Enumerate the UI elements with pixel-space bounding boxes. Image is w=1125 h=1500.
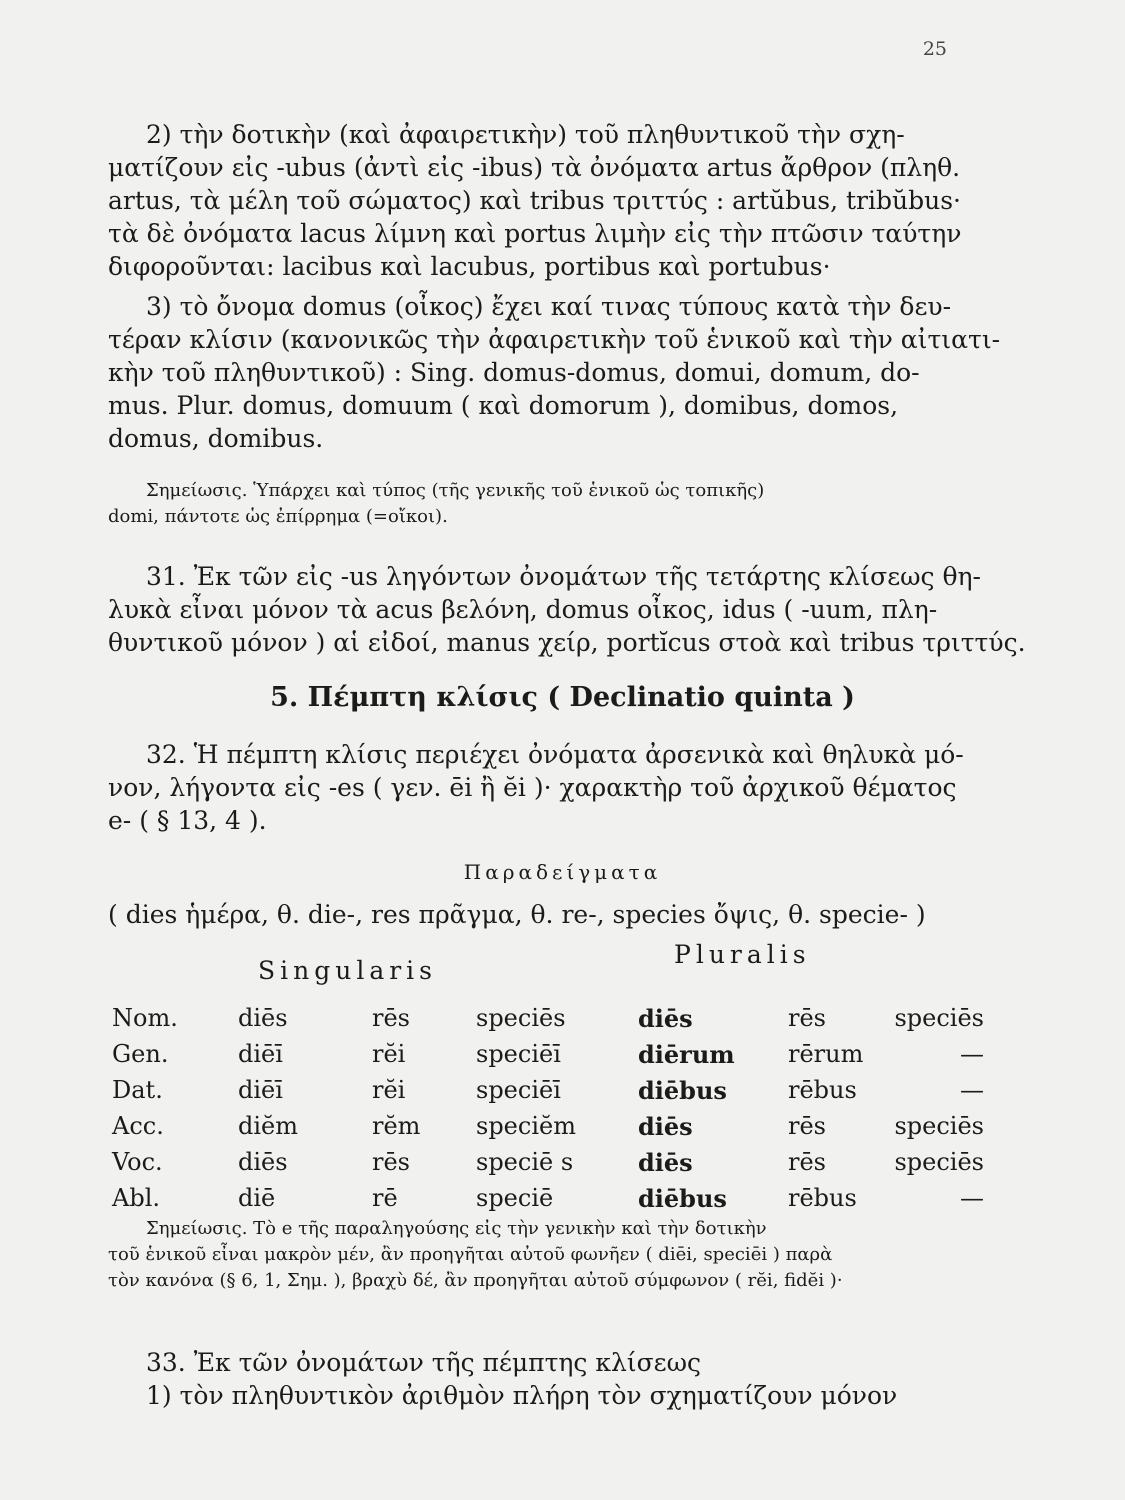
table-cell: diēs bbox=[638, 1003, 693, 1033]
text-line: 2) τὴν δοτικὴν (καὶ ἀφαιρετικὴν) τοῦ πληθυντικοῦ τὴν σχη- bbox=[146, 120, 905, 149]
text-line: νον, λήγοντα εἰς -es ( γεν. ēi ἢ ĕi )· χαρακτὴρ τοῦ ἀρχικοῦ θέματος bbox=[108, 773, 957, 802]
table-cell: diēbus bbox=[638, 1075, 727, 1105]
table-cell: — bbox=[960, 1184, 984, 1212]
table-cell: diē bbox=[238, 1184, 276, 1212]
text-line: τὰ δὲ ὀνόματα lacus λίμνη καὶ portus λιμὴν εἰς τὴν πτῶσιν ταύτην bbox=[108, 219, 962, 248]
table-cell: diēī bbox=[238, 1040, 283, 1068]
text-line: κὴν τοῦ πληθυντικοῦ) : Sing. domus-domus, domui, domum, do- bbox=[108, 358, 920, 387]
table-row bbox=[112, 1036, 984, 1072]
table-cell: diĕm bbox=[238, 1112, 298, 1140]
table-cell: rēs bbox=[788, 1112, 826, 1140]
table-cell: speciē s bbox=[476, 1148, 574, 1176]
table-row bbox=[112, 1000, 984, 1036]
table-cell: rēs bbox=[372, 1004, 410, 1032]
pluralis-label: Pluralis bbox=[674, 940, 811, 969]
note-e-length bbox=[108, 1216, 958, 1294]
case-label: Dat. bbox=[112, 1076, 163, 1104]
text-line: domus, domibus. bbox=[108, 424, 324, 453]
text-line: λυκὰ εἶναι μόνον τὰ acus βελόνη, domus οἶκος, idus ( -uum, πλη- bbox=[108, 595, 938, 624]
table-row bbox=[112, 1144, 984, 1180]
case-label: Abl. bbox=[112, 1184, 160, 1212]
text-line: 33. Ἐκ τῶν ὀνομάτων τῆς πέμπτης κλίσεως bbox=[146, 1348, 702, 1377]
paragraph-domus bbox=[108, 290, 1001, 455]
section-heading: 5. Πέμπτη κλίσις ( Declinatio quinta ) bbox=[270, 682, 855, 713]
table-cell: rēbus bbox=[788, 1184, 857, 1212]
case-label: Gen. bbox=[112, 1040, 169, 1068]
page-number: 25 bbox=[922, 38, 947, 60]
table-cell: speciēs bbox=[894, 1148, 984, 1176]
case-label: Voc. bbox=[112, 1148, 163, 1176]
table-cell: speciēs bbox=[476, 1004, 566, 1032]
table-row bbox=[112, 1108, 984, 1144]
table-cell: rērum bbox=[788, 1040, 864, 1068]
text-line: e- ( § 13, 4 ). bbox=[108, 806, 267, 835]
declension-table bbox=[112, 1000, 984, 1216]
section-31 bbox=[108, 560, 1026, 659]
table-cell: diēs bbox=[238, 1004, 288, 1032]
text-line: mus. Plur. domus, domuum ( καὶ domorum ), domibus, domos, bbox=[108, 391, 899, 420]
table-cell: — bbox=[960, 1040, 984, 1068]
paradeigmata-title: Παραδείγματα bbox=[463, 860, 662, 884]
text-line: 1) τὸν πληθυντικὸν ἀριθμὸν πλήρη τὸν σχηματίζουν μόνον bbox=[146, 1381, 898, 1410]
note-line: τὸν κανόνα (§ 6, 1, Σημ. ), βραχὺ δέ, ἂν προηγῆται αὐτοῦ σύμφωνον ( rĕi, fidĕi )· bbox=[108, 1270, 843, 1291]
table-cell: rēbus bbox=[788, 1076, 857, 1104]
table-cell: diērum bbox=[638, 1039, 735, 1069]
examples-line bbox=[108, 898, 958, 931]
table-cell: rē bbox=[372, 1184, 398, 1212]
table-cell: speciē bbox=[476, 1184, 554, 1212]
text-line: 32. Ἡ πέμπτη κλίσις περιέχει ὀνόματα ἀρσενικὰ καὶ θηλυκὰ μό- bbox=[146, 740, 964, 769]
table-cell: speciēī bbox=[476, 1076, 561, 1104]
table-cell: speciēs bbox=[894, 1112, 984, 1140]
table-cell: rēs bbox=[372, 1148, 410, 1176]
text-line: 31. Ἐκ τῶν εἰς -us ληγόντων ὀνομάτων τῆς τετάρτης κλίσεως θη- bbox=[146, 562, 981, 591]
note-domi bbox=[108, 478, 958, 530]
table-cell: diēs bbox=[638, 1147, 693, 1177]
case-label: Nom. bbox=[112, 1004, 178, 1032]
text-line: 3) τὸ ὄνομα domus (οἶκος) ἔχει καί τινας τύπους κατὰ τὴν δευ- bbox=[146, 292, 952, 321]
text-line: ( dies ἡμέρα, θ. die-, res πρᾶγμα, θ. re-, species ὄψις, θ. specie- ) bbox=[108, 900, 926, 929]
singularis-label: Singularis bbox=[258, 956, 438, 985]
case-label: Acc. bbox=[112, 1112, 164, 1140]
text-line: ματίζουν εἰς -ubus (ἀντὶ εἰς -ibus) τὰ ὀνόματα artus ἄρθρον (πληθ. bbox=[108, 153, 961, 182]
table-cell: rĕi bbox=[372, 1076, 406, 1104]
section-33 bbox=[108, 1346, 958, 1412]
table-cell: diēs bbox=[238, 1148, 288, 1176]
table-cell: rĕm bbox=[372, 1112, 421, 1140]
text-line: τέραν κλίσιν (κανονικῶς τὴν ἀφαιρετικὴν τοῦ ἑνικοῦ καὶ τὴν αἰτιατι- bbox=[108, 325, 1001, 354]
note-line: Σημείωσις. Ὑπάρχει καὶ τύπος (τῆς γενικῆς τοῦ ἑνικοῦ ὡς τοπικῆς) bbox=[146, 480, 765, 501]
table-cell: speciēs bbox=[894, 1004, 984, 1032]
table-cell: rēs bbox=[788, 1004, 826, 1032]
table-cell: diēī bbox=[238, 1076, 283, 1104]
table-row bbox=[112, 1072, 984, 1108]
note-line: τοῦ ἑνικοῦ εἶναι μακρὸν μέν, ἂν προηγῆται αὐτοῦ φωνῆεν ( diēi, speciēi ) παρὰ bbox=[108, 1244, 833, 1265]
table-cell: diēbus bbox=[638, 1183, 727, 1213]
table-row bbox=[112, 1180, 984, 1216]
text-line: θυντικοῦ μόνον ) αἱ εἰδοί, manus χείρ, portĭcus στοὰ καὶ tribus τριττύς. bbox=[108, 628, 1026, 657]
section-32 bbox=[108, 738, 964, 837]
text-line: artus, τὰ μέλη τοῦ σώματος) καὶ tribus τριττύς : artŭbus, tribŭbus· bbox=[108, 186, 961, 215]
table-cell: — bbox=[960, 1076, 984, 1104]
note-line: domi, πάντοτε ὡς ἐπίρρημα (=οἴκοι). bbox=[108, 506, 448, 527]
table-cell: diēs bbox=[638, 1111, 693, 1141]
note-line: Σημείωσις. Τὸ e τῆς παραληγούσης εἰς τὴν γενικὴν καὶ τὴν δοτικὴν bbox=[146, 1218, 767, 1239]
text-line: διφοροῦνται: lacibus καὶ lacubus, portibus καὶ portubus· bbox=[108, 252, 831, 281]
paragraph-ubus bbox=[108, 118, 962, 283]
table-cell: rēs bbox=[788, 1148, 826, 1176]
table-cell: speciĕm bbox=[476, 1112, 576, 1140]
table-cell: speciēī bbox=[476, 1040, 561, 1068]
table-cell: rĕi bbox=[372, 1040, 406, 1068]
